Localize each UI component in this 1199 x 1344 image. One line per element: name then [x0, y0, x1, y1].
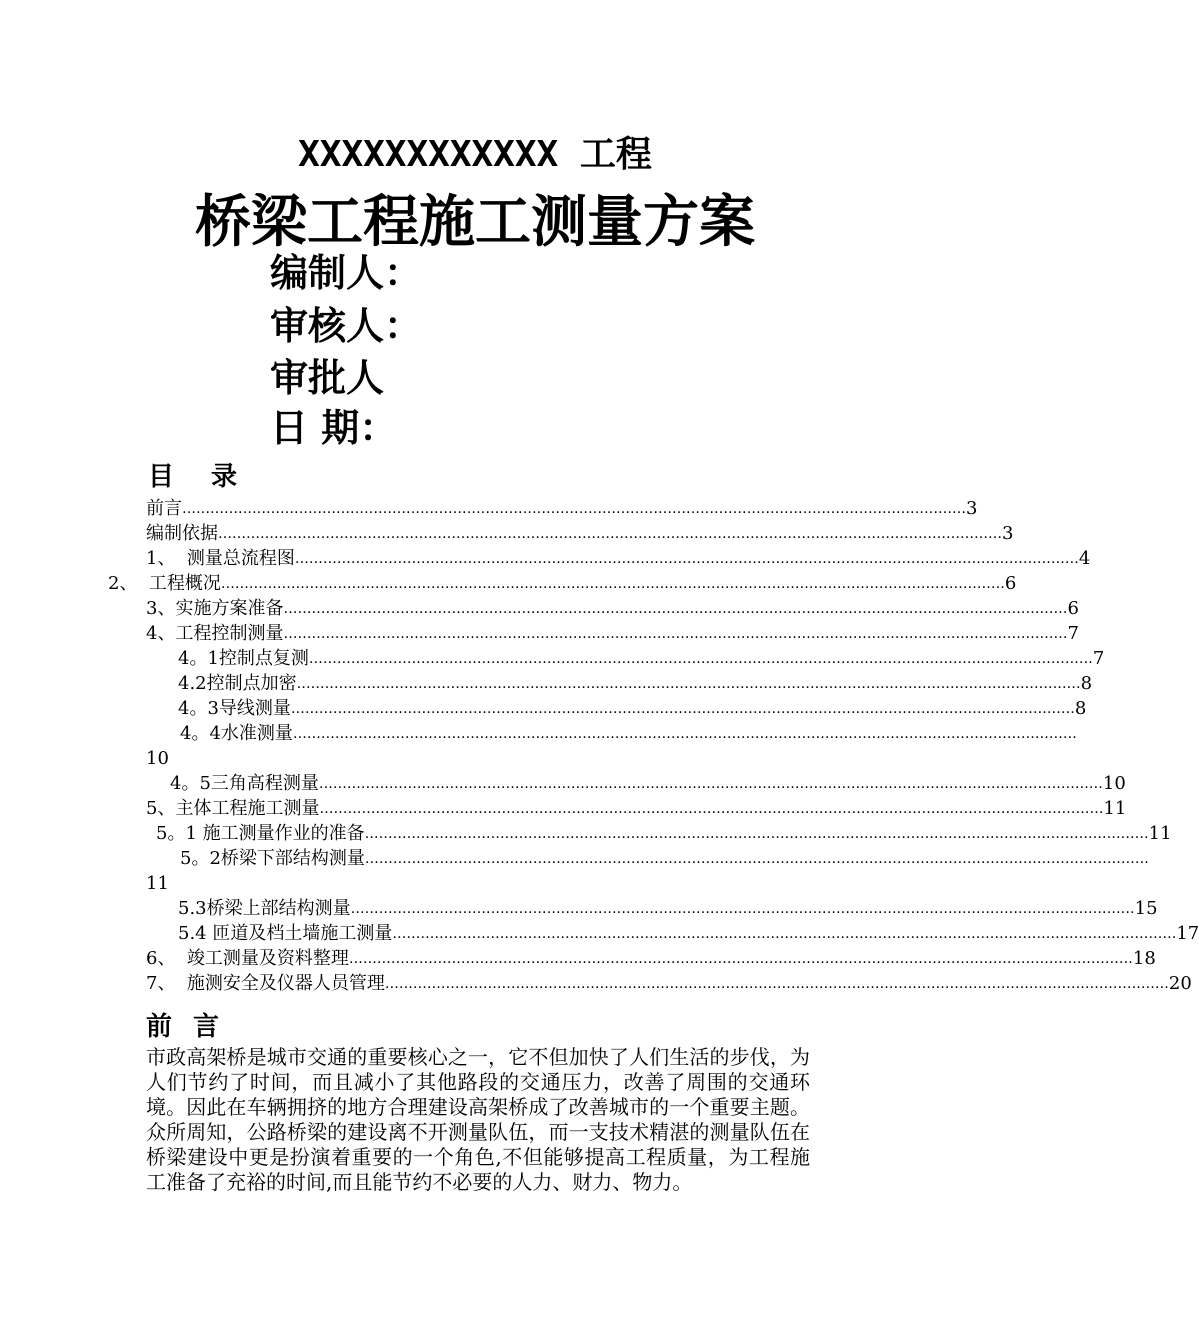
toc-item-page: 20	[1168, 973, 1192, 994]
toc-item-page: 7	[1067, 623, 1079, 644]
toc-leader: ……………………………………………………………………………………………………………………………………………………	[350, 901, 1135, 917]
toc-item[interactable]	[146, 797, 1127, 821]
toc-item-label: 3、实施方案准备	[146, 598, 284, 619]
toc-item[interactable]	[170, 772, 1126, 796]
toc-leader: ……………………………………………………………………………………………………………………………………………………	[319, 801, 1104, 817]
signature-approver: 审批人	[270, 356, 385, 400]
toc-leader: ……………………………………………………………………………………………………………………………………………………	[364, 851, 1149, 867]
toc-leader: ……………………………………………………………………………………………………………………………………………………	[308, 651, 1093, 667]
toc-item-label: 5。1 施工测量作业的准备	[156, 823, 365, 844]
toc-item-page: 6	[1067, 598, 1079, 619]
toc-item[interactable]	[146, 547, 1091, 571]
toc-item-label: 5.3桥梁上部结构测量	[178, 898, 351, 919]
toc-item-label: 5。2桥梁下部结构测量	[180, 848, 365, 869]
signature-reviewer: 审核人：	[270, 304, 423, 348]
toc-item-label: 6、 竣工测量及资料整理	[146, 948, 349, 969]
toc-item-label: 4。4水准测量	[180, 723, 293, 744]
toc-leader: ……………………………………………………………………………………………………………………………………………………	[283, 626, 1068, 642]
toc-item[interactable]	[146, 522, 1014, 546]
toc-leader: ……………………………………………………………………………………………………………………………………………………	[384, 976, 1169, 992]
toc-leader: ……………………………………………………………………………………………………………………………………………………	[318, 776, 1103, 792]
toc-item-page: 11	[1103, 798, 1127, 819]
toc-item[interactable]	[178, 647, 1105, 671]
toc-item[interactable]	[108, 572, 1017, 596]
toc-item-label: 2、 工程概况	[108, 573, 221, 594]
toc-item[interactable]	[180, 847, 1149, 871]
signature-compiler: 编制人：	[270, 251, 423, 295]
toc-leader: ……………………………………………………………………………………………………………………………………………………	[348, 951, 1133, 967]
toc-leader: ……………………………………………………………………………………………………………………………………………………	[220, 576, 1005, 592]
toc-item-page: 3	[1002, 523, 1014, 544]
toc-item[interactable]	[146, 622, 1079, 646]
preface-body: 市政高架桥是城市交通的重要核心之一，它不但加快了人们生活的步伐，为人们节约了时间，而且减小了其他路段的交通压力，改善了周围的交通环境。因此在车辆拥挤的地方合理建设高架桥成了改善城市的一个重要主题。众所周知，公路桥梁的建设离不开测量队伍，而一支技术精湛的测量队伍在桥梁建设中更是扮演着重要的一个角色,不但能够提高工程质量，为工程施工准备了充裕的时间,而且能节约不必要的人力、财力、物力。	[146, 1045, 810, 1194]
toc-item-label: 前言	[146, 498, 182, 519]
toc-leader: ……………………………………………………………………………………………………………………………………………………	[283, 601, 1068, 617]
toc-item-label: 4。3导线测量	[178, 698, 291, 719]
toc-item[interactable]	[156, 822, 1172, 846]
toc-item-label: 5.4 匝道及档土墙施工测量	[178, 923, 393, 944]
toc-leader: ……………………………………………………………………………………………………………………………………………………	[182, 501, 966, 517]
toc-heading: 目 录	[148, 462, 252, 492]
toc-leader: ……………………………………………………………………………………………………………………………………………………	[364, 826, 1149, 842]
toc-item-page: 3	[966, 498, 978, 519]
toc-item[interactable]	[146, 497, 978, 521]
toc-item[interactable]	[146, 947, 1156, 971]
toc-item-label: 5、主体工程施工测量	[146, 798, 320, 819]
toc-leader: ……………………………………………………………………………………………………………………………………………………	[294, 551, 1079, 567]
toc-item-page: 7	[1092, 648, 1105, 669]
toc-item-page: 11	[146, 873, 169, 894]
preface-heading: 前 言	[146, 1012, 226, 1042]
toc-item-page: 6	[1004, 573, 1017, 594]
toc-item-page: 8	[1080, 673, 1093, 694]
toc-item-label: 4.2控制点加密	[178, 673, 297, 694]
toc-item-label: 4。1控制点复测	[178, 648, 309, 669]
toc-item-label: 7、 施测安全及仪器人员管理	[146, 973, 385, 994]
toc-leader: ……………………………………………………………………………………………………………………………………………………	[296, 676, 1081, 692]
toc-item-page: 17	[1176, 923, 1199, 944]
toc-leader: ……………………………………………………………………………………………………………………………………………………	[290, 701, 1075, 717]
toc-item-label: 1、 测量总流程图	[146, 548, 295, 569]
toc-item-page: 18	[1132, 948, 1156, 969]
toc-item[interactable]	[146, 597, 1079, 621]
signature-date: 日 期：	[270, 406, 398, 450]
toc-item-label: 4。5三角高程测量	[170, 773, 319, 794]
toc-item-label: 编制依据	[146, 523, 218, 544]
document-title: 桥梁工程施工测量方案	[195, 190, 755, 255]
toc-leader: ……………………………………………………………………………………………………………………………………………………	[292, 726, 1077, 742]
toc-item[interactable]	[180, 722, 1077, 746]
toc-item-page: 8	[1074, 698, 1087, 719]
toc-leader: ……………………………………………………………………………………………………………………………………………………	[392, 926, 1177, 942]
toc-item[interactable]	[146, 972, 1192, 996]
toc-item[interactable]	[178, 922, 1199, 946]
toc-item[interactable]	[178, 672, 1093, 696]
toc-item-page: 10	[146, 748, 169, 769]
toc-item-page: 10	[1102, 773, 1126, 794]
toc-item-page: 4	[1078, 548, 1091, 569]
toc-item[interactable]	[178, 897, 1158, 921]
toc-item-page: 15	[1134, 898, 1158, 919]
toc-item-label: 4、工程控制测量	[146, 623, 284, 644]
toc-item[interactable]	[178, 697, 1087, 721]
toc-item-page: 11	[1148, 823, 1172, 844]
toc-leader: ……………………………………………………………………………………………………………………………………………………	[218, 526, 1002, 542]
project-subtitle: XXXXXXXXXXXX 工程	[298, 134, 652, 175]
